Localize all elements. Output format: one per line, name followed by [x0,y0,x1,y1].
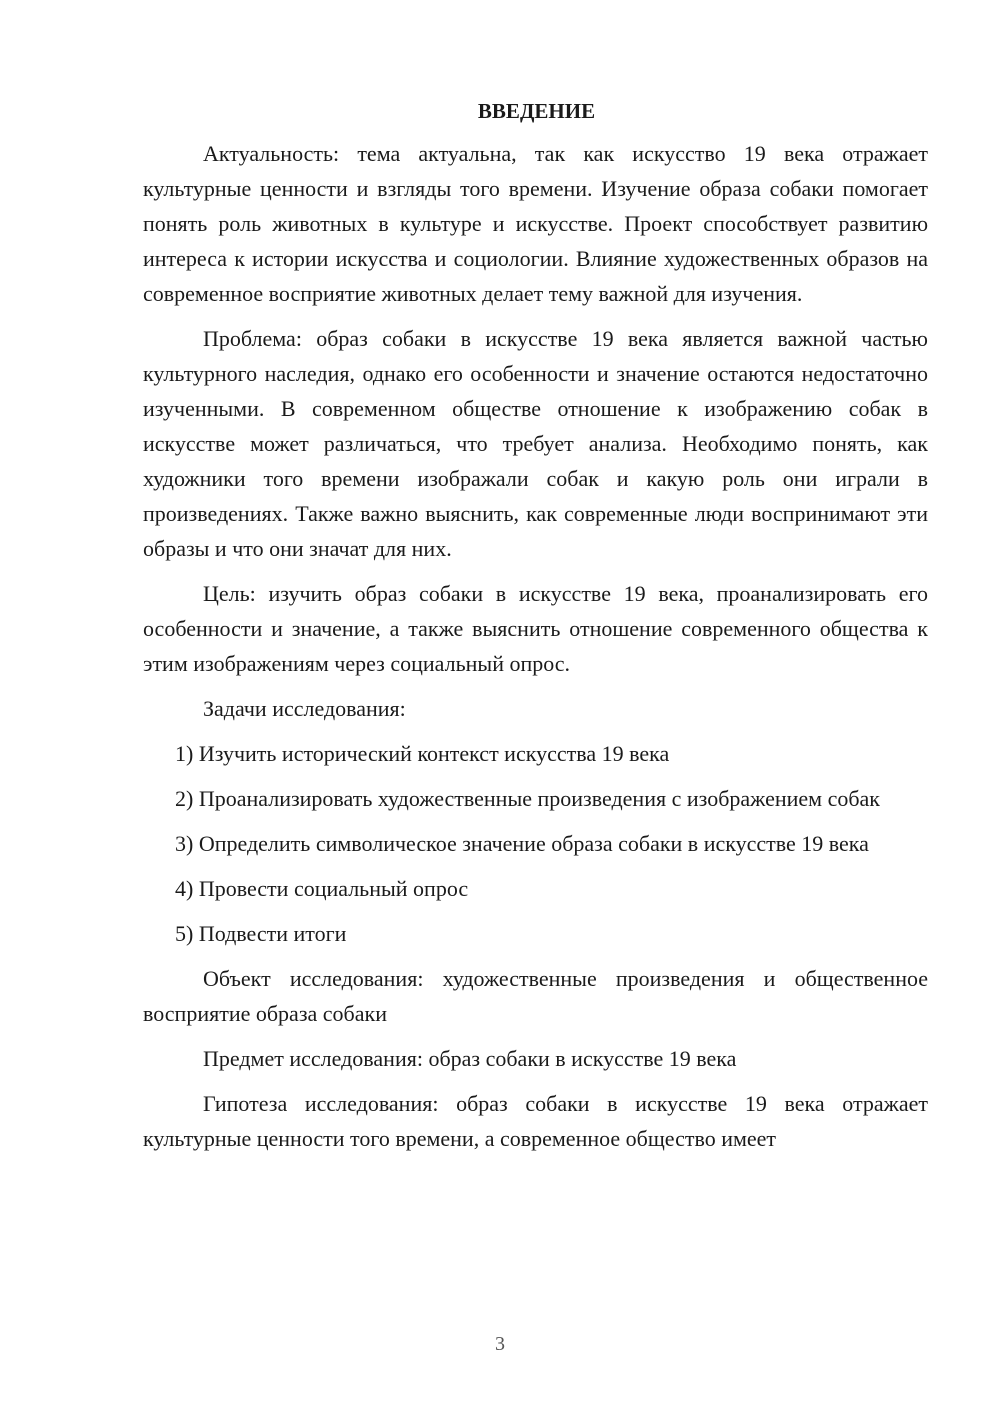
section-heading: ВВЕДЕНИЕ [477,99,596,123]
paragraph-problem: Проблема: образ собаки в искусстве 19 века является важной частью культурного наследия, однако его особенности и значение остаются недостаточно изученными. В современном обществе отношение к изображению собак в искусстве может различаться, что требует анализа. Необходимо понять, как художники того времени изображали собак и какую роль они играли в произведениях. Также важно выяснить, как современные люди воспринимают эти образы и что они значат для них. [143,326,928,561]
tasks-title: Задачи исследования: [203,696,406,721]
page-number: 3 [495,1333,505,1355]
task-item-5: 5) Подвести итоги [175,921,347,946]
task-item-3: 3) Определить символическое значение образа собаки в искусстве 19 века [175,831,869,856]
document-page [143,98,928,1156]
paragraph-relevance: Актуальность: тема актуальна, так как искусство 19 века отражает культурные ценности и взгляды того времени. Изучение образа собаки помогает понять роль животных в культуре и искусстве. Проект способствует развитию интереса к истории искусства и социологии. Влияние художественных образов на современное восприятие животных делает тему важной для изучения. [143,141,928,306]
paragraph-subject: Предмет исследования: образ собаки в искусстве 19 века [203,1046,737,1071]
task-item-4: 4) Провести социальный опрос [175,876,469,901]
paragraph-goal: Цель: изучить образ собаки в искусстве 19 века, проанализировать его особенности и значение, а также выяснить отношение современного общества к этим изображениям через социальный опрос. [143,581,928,676]
task-item-1: 1) Изучить исторический контекст искусства 19 века [175,741,670,766]
task-item-2: 2) Проанализировать художественные произведения с изображением собак [175,786,880,811]
paragraph-object: Объект исследования: художественные произведения и общественное восприятие образа собаки [143,966,928,1026]
paragraph-hypothesis: Гипотеза исследования: образ собаки в искусстве 19 века отражает культурные ценности того времени, а современное общество имеет [143,1091,928,1151]
